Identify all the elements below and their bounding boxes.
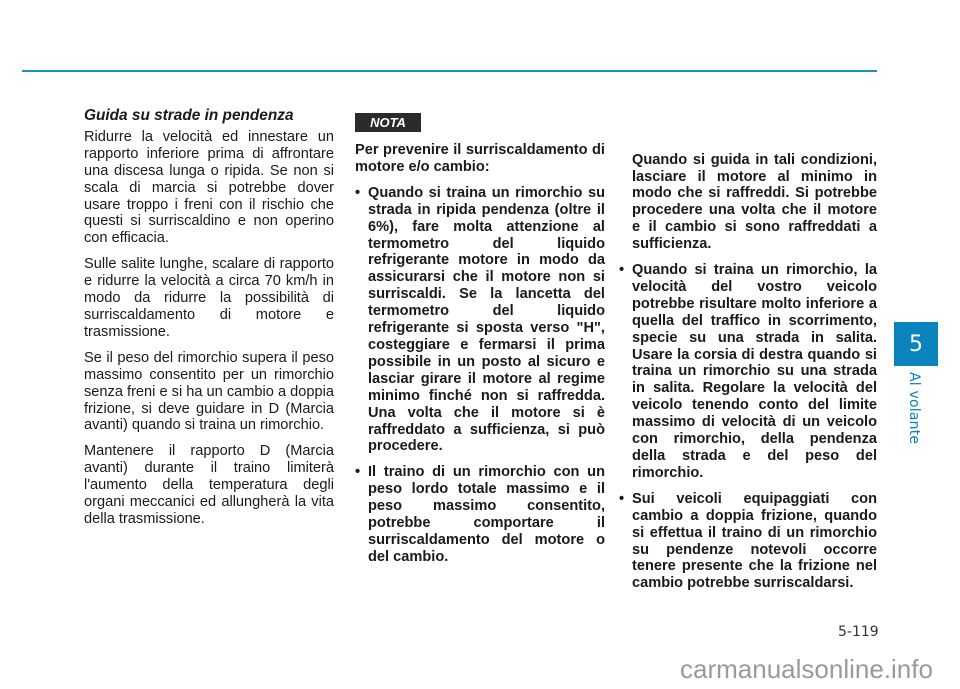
list-item-text: Quando si traina un rimorchio, la velocità del vostro veicolo potrebbe risultare molto inferiore a quella del traffico in scorrimento, specie su una strada in salita. Usare la corsia di destra quando si traina un rimorchio su una strada in salita. Regolare la velocità del veicolo tenendo conto del limite massimo di velocità di un veicolo con rimorchio, della pendenza della strada e del peso del rimorchio. [632, 262, 877, 481]
left-column [84, 108, 334, 537]
bullet-icon: • [355, 184, 361, 201]
note-column [355, 108, 605, 575]
paragraph: Sulle salite lunghe, scalare di rapporto e ridurre la velocità a circa 70 km/h in modo da ridurre la possibilità di surriscaldamento di motore e trasmissione. [84, 256, 334, 340]
paragraph: Ridurre la velocità ed innestare un rapporto inferiore prima di affrontare una discesa lunga o ripida. Se non si scala di marcia si potrebbe dover usare troppo i freni con il rischio che questi si surriscaldino e non operino con efficacia. [84, 128, 334, 247]
paragraph: Mantenere il rapporto D (Marcia avanti) durante il traino limiterà l'aumento della temperatura degli organi meccanici ed allungherà la vita della trasmissione. [84, 443, 334, 527]
list-item [355, 185, 605, 456]
note-intro: Per prevenire il surriscaldamento di motore e/o cambio: [355, 142, 605, 175]
header-rule [22, 70, 877, 72]
list-item [355, 464, 605, 565]
list-item-text: Il traino di un rimorchio con un peso lordo totale massimo e il peso massimo consentito, potrebbe comportare il surriscaldamento del motore o del cambio. [368, 464, 605, 565]
bullet-icon: • [355, 464, 361, 481]
paragraph: Se il peso del rimorchio supera il peso massimo consentito per un rimorchio senza freni e si ha un cambio a doppia frizione, si deve guidare in D (Marcia avanti) quando si traina un rimorchio. [84, 349, 334, 434]
list-item [619, 491, 877, 592]
note-bullet-list [355, 185, 605, 566]
list-item-text: Quando si traina un rimorchio su strada in ripida pendenza (oltre il 6%), fare molta attenzione al termometro del liquido refrigerante motore in modo da assicurarsi che il motore non si surriscaldi. Se la lancetta del termometro del liquido refrigerante si sposta verso "H", costeggiare e fermarsi il prima possibile in un posto al sicuro e lasciar girare il motore al regime minimo finché non si raffredda. Una volta che il motore si è raffreddato a sufficienza, si può procedere. [368, 184, 605, 455]
note-bullet-list-continued [619, 262, 877, 592]
watermark: carmanualsonline.info [680, 654, 933, 684]
chapter-tab: 5 [894, 322, 938, 366]
bullet-icon: • [619, 490, 625, 507]
bullet-icon: • [619, 262, 625, 279]
note-continuation: Quando si guida in tali condizioni, lasciare il motore al minimo in modo che si raffreddi. Si potrebbe procedere una volta che il motore e il cambio si sono raffreddati a sufficienza. [632, 151, 877, 253]
list-item-text: Sui veicoli equipaggiati con cambio a doppia frizione, quando si effettua il traino di un rimorchio su pendenze notevoli occorre tenere presente che la frizione nel cambio potrebbe surriscaldarsi. [632, 490, 877, 592]
list-item [619, 262, 877, 482]
chapter-label: Al volante [906, 372, 922, 445]
section-heading: Guida su strade in pendenza [84, 107, 294, 124]
note-column-continued [619, 137, 877, 601]
nota-badge: NOTA [355, 113, 421, 132]
page-number: 5-119 [838, 624, 879, 640]
